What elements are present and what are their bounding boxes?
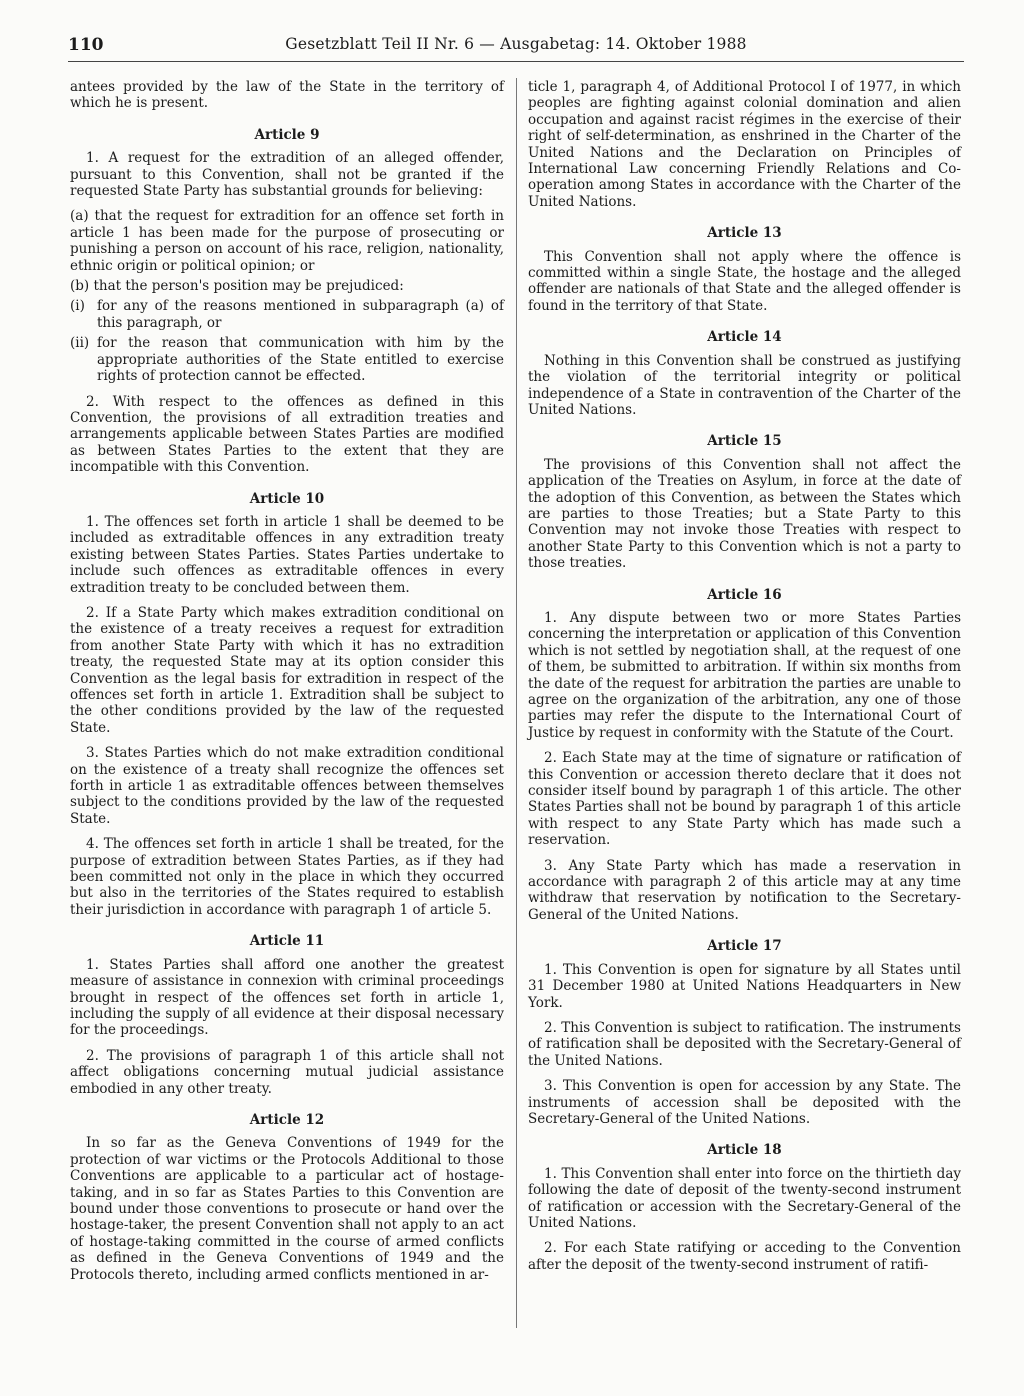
article-18-heading: Article 18 — [707, 1142, 782, 1159]
article-9-subclause-ii — [70, 335, 504, 384]
article-12-heading: Article 12 — [249, 1111, 325, 1128]
article-17-heading: Article 17 — [707, 938, 782, 955]
page-header — [68, 33, 964, 59]
article-9-clause-b: (b) that the person's position may be prejudiced: — [70, 278, 404, 295]
subclause-text: for the reason that communication with him by the appropriate authorities of the State entitled to exercise rights of protection cannot be effected. — [97, 335, 504, 385]
article-17-paragraph-3: 3. This Convention is open for accession by any State. The instruments of accession shall be deposited with the Secretary-General of the United Nations. — [528, 1078, 961, 1127]
page-number: 110 — [68, 35, 104, 55]
article-11-heading: Article 11 — [249, 933, 325, 950]
article-15-paragraph-1: The provisions of this Convention shall not affect the application of the Treaties on Asylum, in force at the date of the adoption of this Convention, as between the States which are parties to those Treaties; but a State Party to this Convention may not invoke those Treaties with respect to another State Party to this Convention which is not a party to those treaties. — [528, 456, 961, 572]
article-11-paragraph-2: 2. The provisions of paragraph 1 of this article shall not affect obligations concerning mutual judicial assistance embodied in any other treaty. — [70, 1047, 504, 1097]
header-rule — [68, 61, 964, 62]
article-14-paragraph-1: Nothing in this Convention shall be construed as justifying the violation of the territorial integrity or political independence of a State in contravention of the Charter of the United Nations. — [528, 352, 961, 418]
running-title: Gesetzblatt Teil II Nr. 6 — Ausgabetag: 14. Oktober 1988 — [285, 35, 747, 53]
article-10-paragraph-3: 3. States Parties which do not make extradition conditional on the existence of a treaty shall recognize the offences set forth in article 1 as extraditable offences between themselves subject to the conditions provided by the law of the requested State. — [70, 745, 504, 827]
article-9-heading: Article 9 — [254, 126, 320, 143]
article-17-paragraph-1: 1. This Convention is open for signature by all States until 31 December 1980 at United Nations Headquarters in New York. — [528, 961, 961, 1011]
article-16-paragraph-3: 3. Any State Party which has made a reservation in accordance with paragraph 2 of this article may at any time withdraw that reservation by notification to the Secretary-General of the United Nations. — [528, 857, 961, 923]
article-9-clause-a: (a) that the request for extradition for an offence set forth in article 1 has been made for the purpose of prosecuting or punishing a person on account of his race, religion, nationality, ethnic origin or political opinion; or — [70, 208, 504, 274]
subclause-label: (i) — [70, 298, 85, 315]
article-16-heading: Article 16 — [707, 586, 782, 603]
article-18-paragraph-1: 1. This Convention shall enter into force on the thirtieth day following the date of deposit of the twenty-second instrument of ratification or accession with the Secretary-General of the United Nations. — [528, 1165, 961, 1231]
continuation-text: ticle 1, paragraph 4, of Additional Protocol I of 1977, in which peoples are fighting against colonial domination and alien occupation and against racist régimes in the exercise of their right of self-determination, as enshrined in the Charter of the United Nations and the Declaration on Principles of International Law concerning Friendly Relations and Co-operation among States in accordance with the Charter of the United Nations. — [528, 79, 961, 210]
article-17-paragraph-2: 2. This Convention is subject to ratification. The instruments of ratification shall be deposited with the Secretary-General of the United Nations. — [528, 1019, 961, 1069]
article-9-paragraph-1: 1. A request for the extradition of an alleged offender, pursuant to this Convention, shall not be granted if the requested State Party has substantial grounds for believing: — [70, 150, 504, 200]
left-column — [70, 79, 504, 1292]
subclause-label: (ii) — [70, 335, 90, 352]
right-column — [528, 79, 961, 1282]
article-11-paragraph-1: 1. States Parties shall afford one another the greatest measure of assistance in connexion with criminal proceedings brought in respect of the offences set forth in article 1, including the supply of all evidence at their disposal necessary for the proceedings. — [70, 956, 504, 1039]
article-14-heading: Article 14 — [707, 329, 782, 346]
article-10-paragraph-2: 2. If a State Party which makes extradition conditional on the existence of a treaty receives a request for extradition from another State Party with which it has no extradition treaty, the requested State may at its option consider this Convention as the legal basis for extradition in respect of the offences set forth in article 1. Extradition shall be subject to the other conditions provided by the law of the requested State. — [70, 604, 504, 736]
article-16-paragraph-2: 2. Each State may at the time of signature or ratification of this Convention or accession thereto declare that it does not consider itself bound by paragraph 1 of this article. The other States Parties shall not be bound by paragraph 1 of this article with respect to any State Party which has made such a reservation. — [528, 750, 961, 849]
subclause-text: for any of the reasons mentioned in subparagraph (a) of this paragraph, or — [97, 298, 504, 331]
article-16-paragraph-1: 1. Any dispute between two or more States Parties concerning the interpretation or application of this Convention which is not settled by negotiation shall, at the request of one of them, be submitted to arbitration. If within six months from the date of the request for arbitration the parties are unable to agree on the organization of the arbitration, any one of those parties may refer the dispute to the International Court of Justice by request in conformity with the Statute of the Court. — [528, 609, 961, 741]
article-12-paragraph-1: In so far as the Geneva Conventions of 1949 for the protection of war victims or the Protocols Additional to those Conventions are applicable to a particular act of hostage-taking, and in so far as States Parties to this Convention are bound under those conventions to prosecute or hand over the hostage-taker, the present Convention shall not apply to an act of hostage-taking committed in the course of armed conflicts as defined in the Geneva Conventions of 1949 and the Protocols thereto, including armed conflicts mentioned in ar- — [70, 1135, 504, 1283]
article-10-heading: Article 10 — [249, 490, 325, 507]
article-15-heading: Article 15 — [707, 433, 782, 450]
article-10-paragraph-4: 4. The offences set forth in article 1 shall be treated, for the purpose of extradition between States Parties, as if they had been committed not only in the place in which they occurred but also in the territories of the States required to establish their jurisdiction in accordance with paragraph 1 of article 5. — [70, 836, 504, 918]
article-18-paragraph-2: 2. For each State ratifying or acceding to the Convention after the deposit of the twenty-second instrument of ratifi- — [528, 1240, 961, 1273]
article-9-paragraph-2: 2. With respect to the offences as defined in this Convention, the provisions of all extradition treaties and arrangements applicable between States Parties are modified as between States Parties to the extent that they are incompatible with this Convention. — [70, 393, 504, 476]
article-9-subclause-i — [70, 298, 504, 331]
article-13-paragraph-1: This Convention shall not apply where the offence is committed within a single State, the hostage and the alleged offender are nationals of that State and the alleged offender is found in the territory of that State. — [528, 248, 961, 314]
continuation-text: antees provided by the law of the State in the territory of which he is present. — [70, 79, 504, 112]
column-divider — [516, 78, 517, 1328]
article-10-paragraph-1: 1. The offences set forth in article 1 shall be deemed to be included as extraditable offences in any extradition treaty existing between States Parties. States Parties undertake to include such offences as extraditable offences in every extradition treaty to be concluded between them. — [70, 513, 504, 596]
article-13-heading: Article 13 — [707, 225, 782, 242]
